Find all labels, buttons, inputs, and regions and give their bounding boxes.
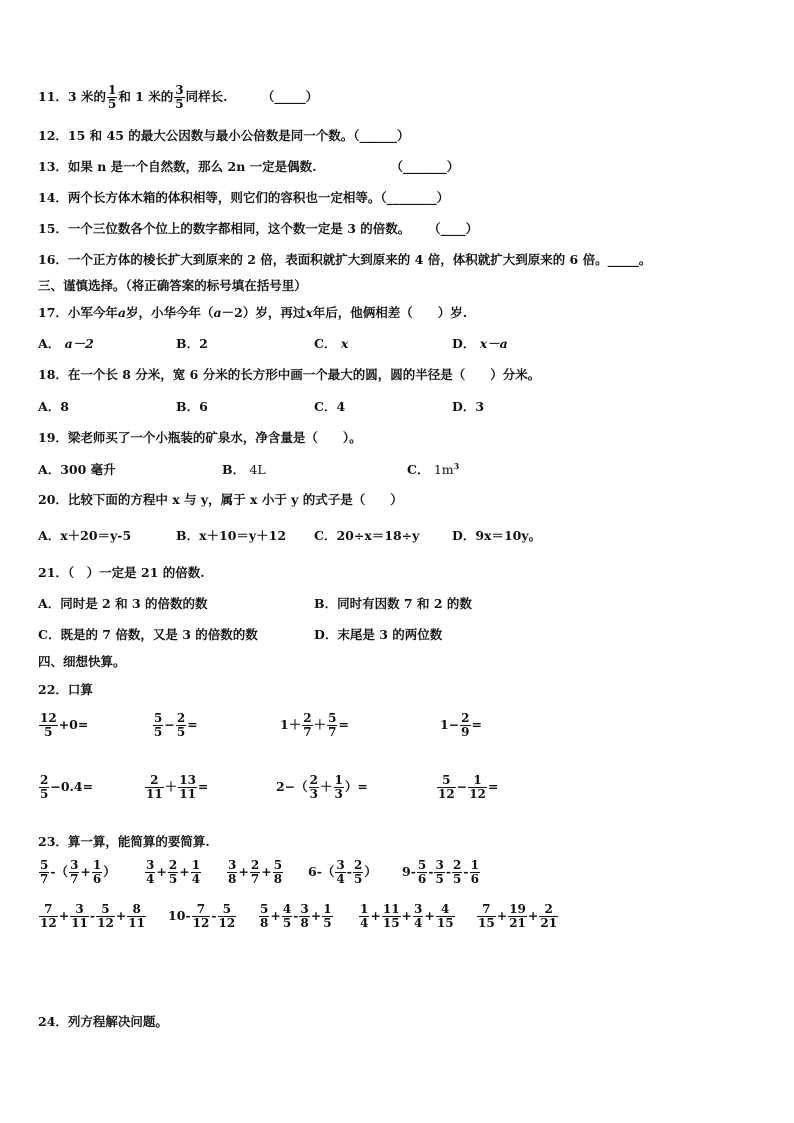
denominator: 5 — [107, 97, 117, 111]
operator: + — [270, 908, 281, 923]
operator: = — [338, 717, 349, 732]
option-d[interactable]: D．3 — [452, 399, 485, 414]
numerator: 11 — [382, 902, 400, 916]
fraction — [334, 774, 344, 801]
operator: + — [58, 908, 70, 923]
question-17 — [38, 303, 467, 321]
numerator: 4 — [436, 903, 455, 917]
denominator: 7 — [250, 872, 260, 886]
calc-expression — [144, 774, 208, 801]
fraction — [218, 903, 237, 930]
numerator: 2 — [168, 858, 178, 872]
operator: 1− — [440, 717, 460, 732]
denominator: 8 — [228, 872, 237, 886]
operator: ＋ — [164, 779, 178, 794]
operator: - — [346, 864, 352, 879]
operator: = — [197, 779, 209, 794]
denominator: 4 — [191, 872, 201, 886]
question-21: 21．（ ）一定是 21 的倍数. — [38, 565, 205, 580]
denominator: 11 — [128, 916, 145, 930]
question-19: 19．梁老师买了一个小瓶装的矿泉水，净含量是（ ）。 — [38, 430, 362, 445]
denominator: 4 — [360, 916, 369, 930]
denominator: 15 — [436, 916, 454, 930]
fraction — [437, 774, 456, 801]
denominator: 7 — [70, 872, 79, 886]
calc-expression — [436, 774, 498, 801]
numerator: 4 — [282, 902, 292, 916]
fraction — [153, 712, 163, 739]
option-label: A． — [38, 336, 61, 351]
option-c[interactable]: C．4 — [314, 399, 346, 414]
numerator: 3 — [435, 858, 444, 872]
option-a[interactable] — [38, 334, 94, 352]
denominator: 5 — [282, 916, 292, 930]
numerator: 3 — [336, 858, 345, 872]
operator: + — [115, 908, 127, 923]
denominator: 8 — [260, 916, 269, 930]
question-20: 20．比较下面的方程中 x 与 y，属于 x 小于 y 的式子是（ ） — [38, 492, 403, 507]
denominator: 21 — [509, 916, 526, 930]
q17-text: 岁，小华今年（ — [126, 305, 214, 320]
denominator: 5 — [40, 787, 49, 801]
operator: +0= — [58, 717, 89, 732]
operator: -（ — [50, 864, 69, 879]
option-c[interactable]: C．20÷x＝18÷y — [314, 528, 420, 543]
operator: −0.4= — [50, 779, 94, 794]
numerator: 1 — [360, 902, 369, 916]
fraction — [353, 859, 363, 886]
var-a: a — [117, 305, 127, 320]
q17-text: －2）岁，再过 — [221, 305, 306, 320]
numerator: 2 — [309, 773, 319, 787]
denominator: 6 — [417, 872, 427, 886]
question-22: 22．口算 — [38, 682, 93, 697]
denominator: 15 — [382, 916, 400, 930]
numerator: 5 — [218, 903, 237, 917]
answer-blank[interactable]: （____） — [434, 221, 479, 236]
fraction — [508, 903, 527, 930]
simplify-expression — [38, 903, 147, 930]
denominator: 11 — [179, 787, 196, 801]
option-c[interactable] — [314, 334, 348, 352]
numerator: 5 — [273, 858, 283, 872]
fraction — [359, 903, 369, 930]
calc-expression — [440, 712, 482, 739]
numerator: 5 — [328, 711, 337, 725]
option-b[interactable]: B．x＋10＝y＋12 — [176, 528, 287, 543]
numerator: 3 — [175, 83, 184, 97]
fraction — [39, 774, 49, 801]
var-a: a — [213, 305, 222, 320]
numerator: 2 — [461, 711, 470, 725]
option-a[interactable]: A．300 毫升 — [38, 462, 116, 477]
operator: = — [471, 717, 483, 732]
operator: - — [293, 908, 299, 923]
fraction — [434, 859, 444, 886]
fraction — [322, 903, 332, 930]
numerator: 3 — [414, 902, 423, 916]
fraction — [468, 774, 487, 801]
numerator: 5 — [260, 902, 269, 916]
option-b[interactable]: B．2 — [176, 336, 208, 351]
fraction — [39, 903, 58, 930]
q15-text: 15．一个三位数各个位上的数字都相同，这个数一定是 3 的倍数。 — [38, 221, 411, 236]
operator: − — [164, 717, 175, 732]
numerator: 2 — [303, 711, 312, 725]
denominator: 7 — [303, 725, 312, 739]
fraction — [39, 859, 49, 886]
fraction — [127, 903, 146, 930]
question-16: 16．一个正方体的棱长扩大到原来的 2 倍，表面积就扩大到原来的 4 倍，体积就扩大到原来的 6 倍。_____。 — [38, 252, 652, 267]
operator: ） — [103, 864, 116, 879]
operator: - — [89, 908, 96, 923]
operator: = — [187, 717, 198, 732]
simplify-expression — [226, 859, 284, 886]
fraction — [413, 903, 423, 930]
answer-blank[interactable]: （_______） — [390, 159, 460, 174]
fraction — [436, 903, 455, 930]
option-label: C． — [407, 462, 430, 477]
numerator: 2 — [40, 773, 49, 787]
calc-expression — [152, 712, 198, 739]
numerator: 1 — [323, 902, 332, 916]
fraction — [176, 712, 186, 739]
denominator: 6 — [92, 872, 102, 886]
numerator: 3 — [146, 858, 155, 872]
question-24: 24．列方程解决问题。 — [38, 1014, 168, 1029]
numerator: 8 — [127, 903, 146, 917]
var-x: x — [305, 305, 313, 320]
numerator: 1 — [107, 83, 117, 97]
fraction — [460, 712, 470, 739]
denominator: 3 — [334, 787, 343, 801]
fraction — [145, 774, 164, 801]
fraction — [69, 859, 79, 886]
fraction — [299, 903, 309, 930]
numerator: 5 — [437, 774, 456, 788]
answer-blank[interactable]: （_____） — [261, 89, 319, 104]
operator: - — [428, 864, 434, 879]
operator: − — [456, 779, 468, 794]
question-14: 14．两个长方体木箱的体积相等，则它们的容积也一定相等。（________） — [38, 190, 450, 205]
option-value: x－a — [479, 336, 508, 351]
numerator: 1 — [470, 858, 479, 872]
simplify-expression — [168, 903, 237, 930]
operator: + — [310, 908, 322, 923]
fraction — [178, 774, 197, 801]
option-d[interactable]: D．末尾是 3 的两位数 — [314, 627, 443, 642]
simplify-expression — [308, 859, 377, 886]
denominator: 5 — [154, 725, 163, 739]
q11-text-a: 3 米的 — [67, 89, 106, 104]
fraction — [96, 903, 115, 930]
denominator: 7 — [40, 872, 49, 886]
denominator: 21 — [540, 916, 558, 930]
fraction — [309, 774, 319, 801]
denominator: 12 — [438, 787, 455, 801]
denominator: 5 — [168, 872, 178, 886]
denominator: 9 — [461, 725, 470, 739]
simplify-expression — [258, 903, 334, 930]
option-b[interactable] — [222, 460, 266, 478]
option-c[interactable] — [407, 460, 459, 478]
fraction — [145, 859, 155, 886]
fraction — [250, 859, 260, 886]
numerator: 5 — [154, 711, 163, 725]
question-23: 23．算一算，能简算的要简算. — [38, 834, 210, 849]
operator: + — [261, 864, 272, 879]
operator: = — [487, 779, 499, 794]
numerator: 2 — [353, 858, 363, 872]
option-value: 1m — [433, 462, 454, 477]
fraction — [417, 859, 427, 886]
option-d[interactable]: D．9x＝10y。 — [452, 528, 542, 543]
denominator: 5 — [453, 872, 462, 886]
fraction — [191, 859, 201, 886]
numerator: 1 — [191, 858, 201, 872]
denominator: 3 — [309, 787, 319, 801]
numerator: 1 — [92, 858, 102, 872]
option-label: C． — [314, 336, 337, 351]
operator: + — [179, 864, 190, 879]
denominator: 5 — [435, 872, 444, 886]
denominator: 8 — [300, 916, 309, 930]
option-label: B． — [222, 462, 246, 477]
question-13 — [38, 157, 459, 175]
denominator: 5 — [176, 725, 186, 739]
option-c[interactable]: C．既是的 7 倍数，又是 3 的倍数的数 — [38, 627, 258, 642]
simplify-expression — [402, 859, 481, 886]
operator: ）= — [344, 779, 368, 794]
fraction — [282, 903, 292, 930]
denominator: 5 — [323, 916, 332, 930]
numerator: 19 — [509, 902, 526, 916]
denominator: 4 — [336, 872, 345, 886]
operator: + — [238, 864, 249, 879]
q17-text: 年后，他俩相差（ ）岁. — [312, 305, 468, 320]
calc-expression — [276, 774, 368, 801]
numerator: 3 — [70, 903, 89, 917]
numerator: 2 — [539, 903, 558, 917]
calc-expression — [280, 712, 349, 739]
numerator: 2 — [145, 774, 164, 788]
operator: + — [401, 908, 413, 923]
denominator: 6 — [470, 872, 479, 886]
simplify-expression — [358, 903, 456, 930]
operator: ＋ — [313, 717, 327, 732]
denominator: 4 — [146, 872, 155, 886]
numerator: 7 — [192, 903, 211, 917]
fraction — [174, 84, 184, 111]
option-value: a－2 — [64, 336, 94, 351]
numerator: 2 — [250, 858, 260, 872]
question-15 — [38, 219, 478, 237]
denominator: 12 — [97, 916, 114, 930]
numerator: 2 — [453, 858, 462, 872]
fraction — [192, 903, 211, 930]
operator: ） — [364, 864, 377, 879]
numerator: 7 — [477, 903, 496, 917]
denominator: 11 — [146, 787, 163, 801]
operator: 6-（ — [308, 864, 335, 879]
denominator: 12 — [40, 916, 57, 930]
fraction — [107, 84, 117, 111]
numerator: 3 — [70, 858, 79, 872]
section-3-heading: 三、谨慎选择。（将正确答案的标号填在括号里） — [38, 278, 307, 293]
fraction — [335, 859, 345, 886]
fraction — [327, 712, 337, 739]
q13-text: 13．如果 n 是一个自然数，那么 2n 一定是偶数. — [38, 159, 317, 174]
denominator: 8 — [273, 872, 283, 886]
option-a[interactable]: A．x＋20＝y-5 — [38, 528, 132, 543]
operator: - — [445, 864, 452, 879]
denominator: 5 — [175, 97, 184, 111]
numerator: 7 — [39, 903, 58, 917]
fraction — [92, 859, 102, 886]
operator: + — [156, 864, 167, 879]
operator: + — [527, 908, 539, 923]
fraction — [302, 712, 312, 739]
numerator: 5 — [417, 858, 427, 872]
operator: + — [424, 908, 435, 923]
denominator: 7 — [328, 725, 337, 739]
simplify-expression — [476, 903, 559, 930]
numerator: 1 — [334, 773, 343, 787]
superscript: 3 — [453, 460, 460, 471]
question-11 — [38, 84, 318, 111]
denominator: 12 — [469, 787, 486, 801]
denominator: 12 — [192, 916, 210, 930]
section-4-heading: 四、细想快算。 — [38, 654, 126, 669]
option-value: x — [340, 336, 349, 351]
operator: + — [80, 864, 91, 879]
numerator: 13 — [179, 773, 196, 787]
numerator: 3 — [228, 858, 237, 872]
numerator: 1 — [468, 774, 487, 788]
calc-expression — [38, 774, 93, 801]
fraction — [477, 903, 496, 930]
option-b[interactable]: B．6 — [176, 399, 208, 414]
fraction — [273, 859, 283, 886]
option-label: D． — [452, 336, 476, 351]
option-b[interactable]: B．同时有因数 7 和 2 的数 — [314, 596, 472, 611]
q11-text-b: 和 1 米的 — [118, 89, 174, 104]
operator: - — [463, 864, 469, 879]
fraction — [39, 712, 58, 739]
denominator: 4 — [414, 916, 423, 930]
q11-text-c: 同样长. — [185, 89, 228, 104]
simplify-expression — [144, 859, 202, 886]
fraction — [452, 859, 462, 886]
option-a[interactable]: A．8 — [38, 399, 69, 414]
fraction — [259, 903, 269, 930]
option-value: 4L — [249, 462, 266, 477]
q-number: 11． — [38, 89, 68, 104]
operator: 10- — [168, 908, 191, 923]
operator: ＋ — [320, 779, 333, 794]
question-18: 18．在一个长 8 分米，宽 6 分米的长方形中画一个最大的圆，圆的半径是（ ）分米。 — [38, 367, 541, 382]
denominator: 5 — [353, 872, 363, 886]
operator: + — [496, 908, 508, 923]
numerator: 5 — [96, 903, 115, 917]
fraction — [70, 903, 89, 930]
operator: - — [211, 908, 217, 923]
numerator: 2 — [176, 711, 186, 725]
denominator: 11 — [71, 916, 88, 930]
operator: 1＋ — [280, 717, 302, 732]
numerator: 12 — [40, 711, 57, 725]
calc-expression — [38, 712, 88, 739]
numerator: 3 — [300, 902, 309, 916]
option-a[interactable]: A．同时是 2 和 3 的倍数的数 — [38, 596, 208, 611]
operator: 9- — [402, 864, 416, 879]
fraction — [539, 903, 558, 930]
operator: 2−（ — [276, 779, 308, 794]
simplify-expression — [38, 859, 116, 886]
question-12: 12．15 和 45 的最大公因数与最小公倍数是同一个数。（______） — [38, 128, 410, 143]
denominator: 12 — [218, 916, 236, 930]
fraction — [227, 859, 237, 886]
fraction — [470, 859, 480, 886]
option-d[interactable] — [452, 334, 508, 352]
fraction — [168, 859, 178, 886]
numerator: 5 — [40, 858, 49, 872]
fraction — [382, 903, 401, 930]
denominator: 5 — [44, 725, 53, 739]
operator: + — [370, 908, 381, 923]
denominator: 15 — [478, 916, 495, 930]
q17-text: 17．小军今年 — [38, 305, 118, 320]
